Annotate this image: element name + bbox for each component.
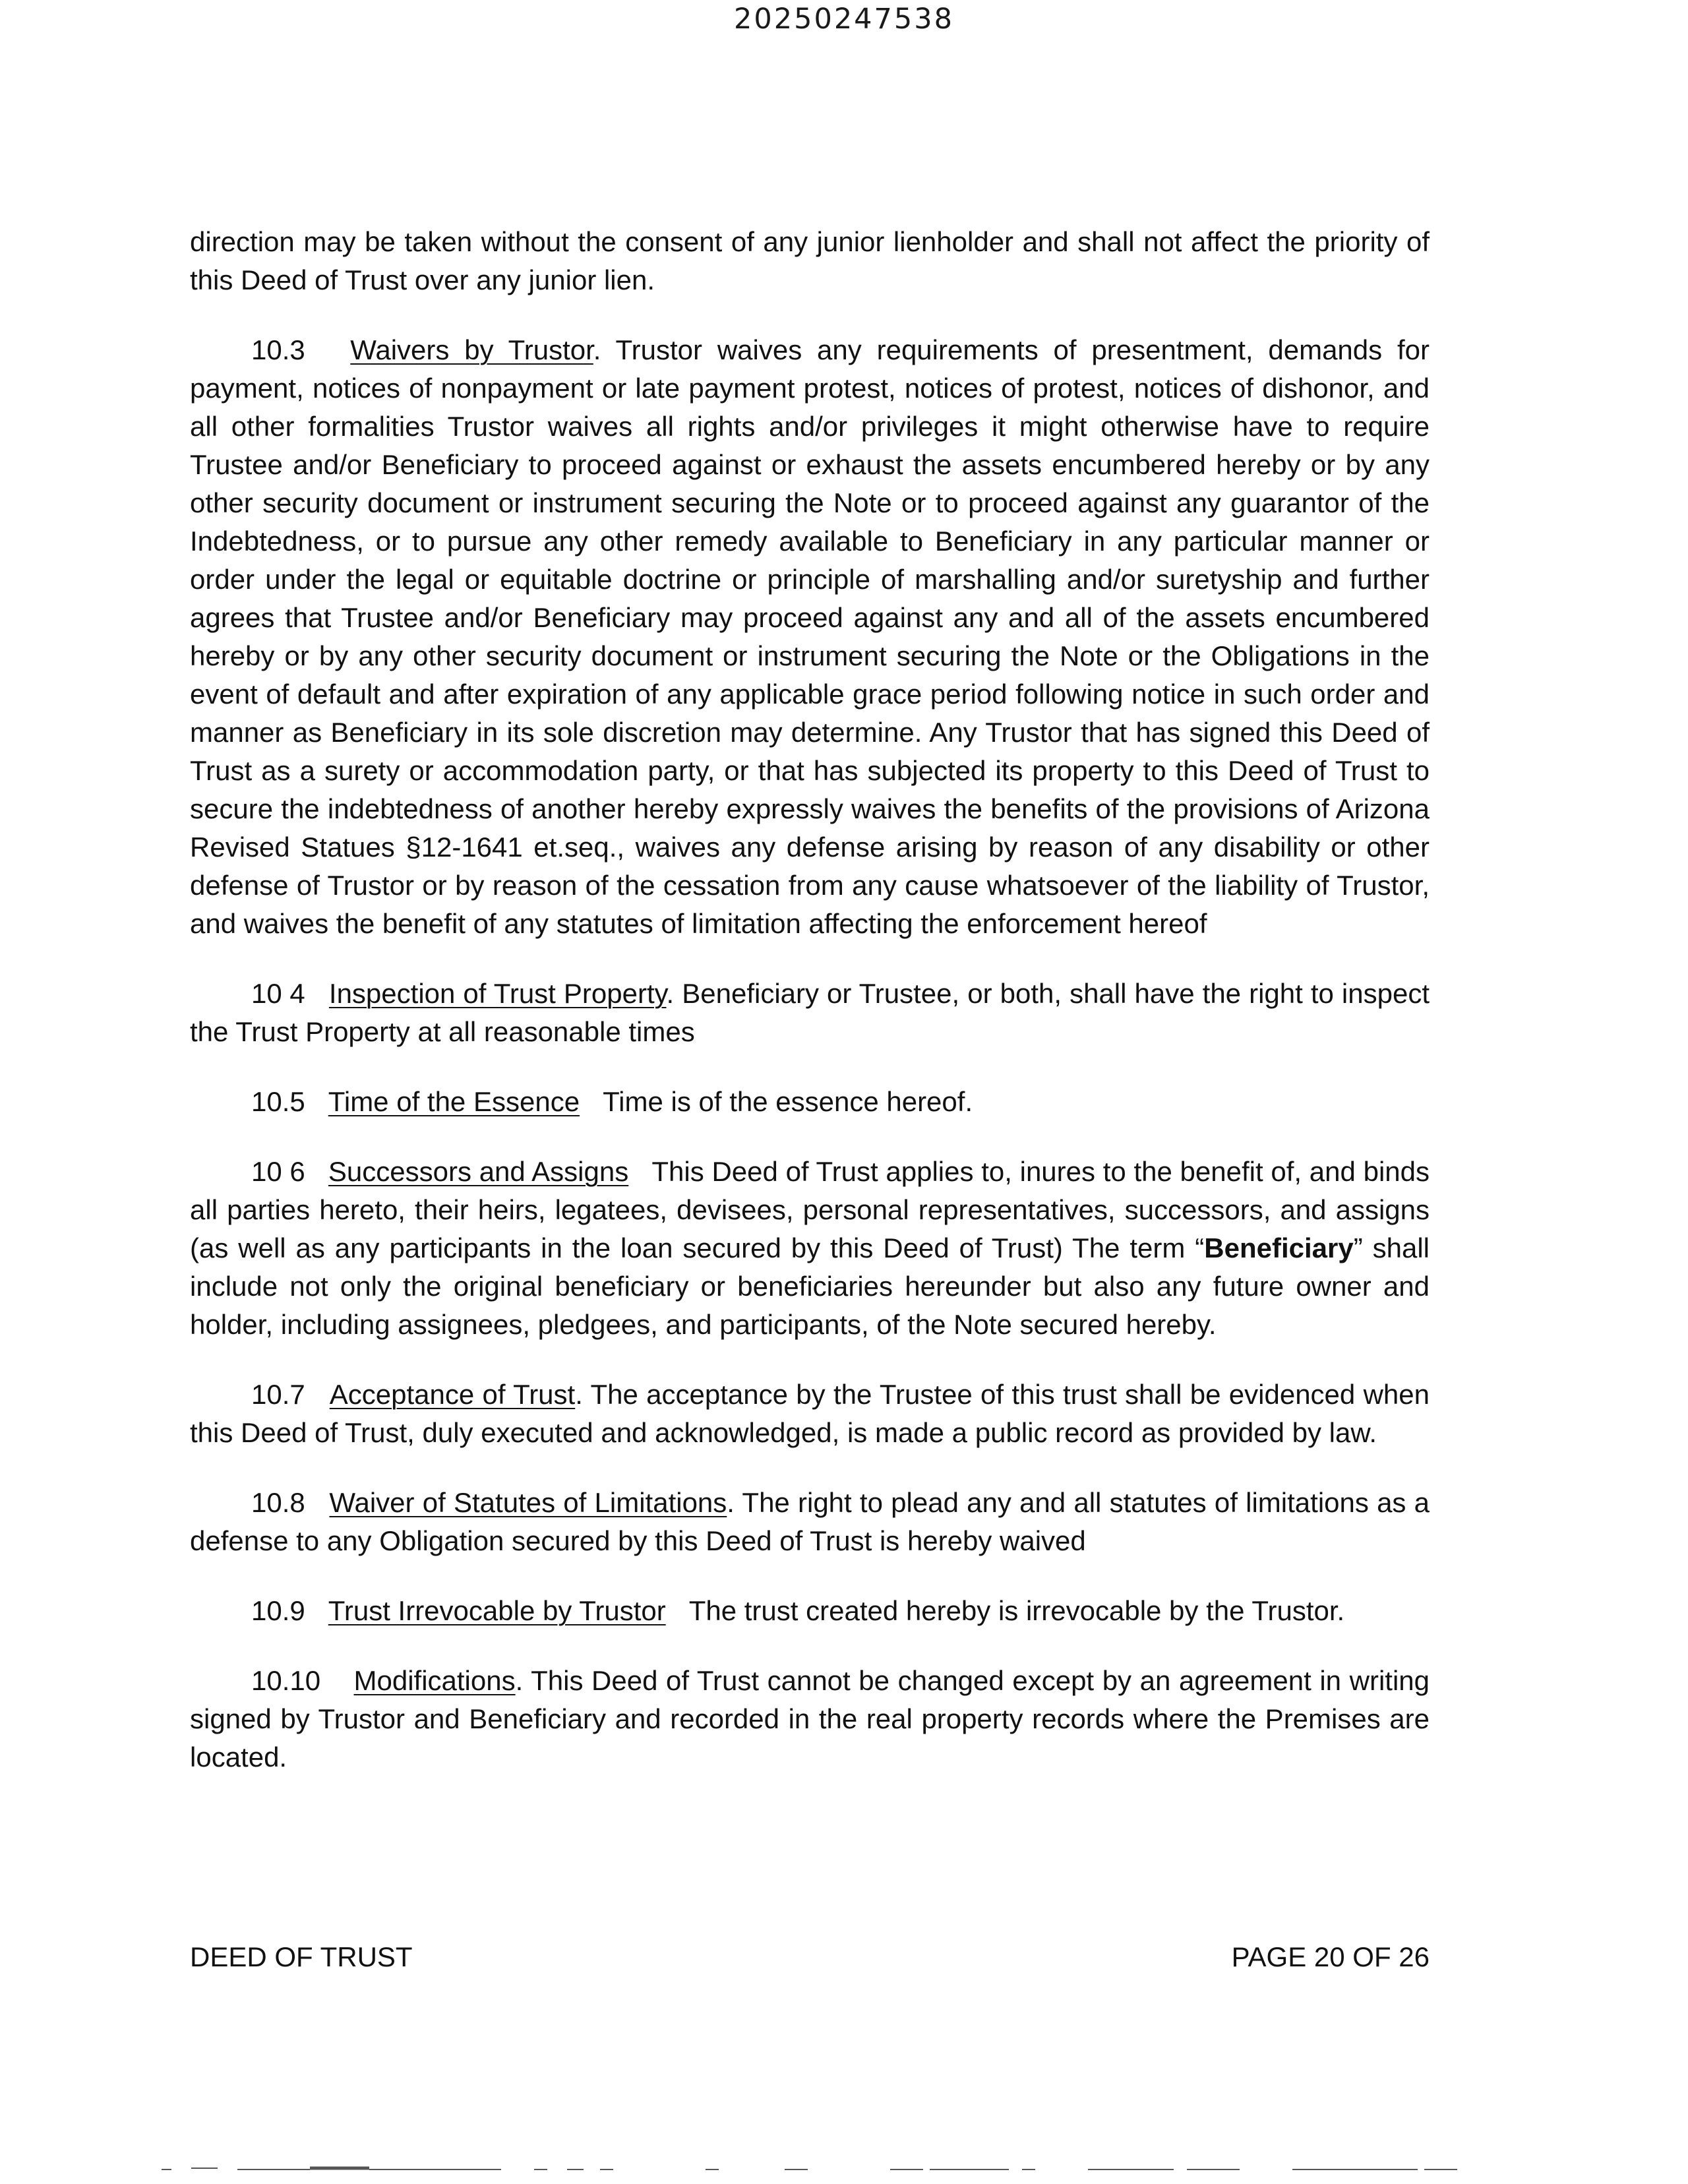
section-10-4-inspection — [190, 975, 1430, 1051]
section-10-5-time-of-essence — [190, 1083, 1430, 1121]
section-number: 10 4 — [251, 978, 305, 1009]
section-10-10-modifications — [190, 1662, 1430, 1776]
section-number: 10.10 — [251, 1665, 321, 1696]
page-footer — [190, 1938, 1430, 1976]
section-text: This Deed of Trust applies to, inures to the benefit of, and binds all parties hereto, their heirs, legatees, devisees, personal representatives, successors, and assigns (as well as any participants in the loan secured by this Deed of Trust) The term “ — [190, 1156, 1430, 1263]
section-10-8-waiver-of-statutes — [190, 1484, 1430, 1560]
paragraph-continuation — [190, 223, 1430, 299]
section-heading: Acceptance of Trust — [329, 1379, 576, 1410]
section-number: 10 6 — [251, 1156, 305, 1187]
section-10-3-waivers-by-trustor — [190, 331, 1430, 943]
section-heading: Successors and Assigns — [328, 1156, 629, 1187]
recording-number: 20250247538 — [734, 3, 954, 36]
section-10-6-successors-and-assigns — [190, 1153, 1430, 1344]
section-text: . The acceptance by the Trustee of this trust shall be evidenced when this Deed of Trust, duly executed and acknowledged, is made a public record as provided by law. — [190, 1379, 1430, 1448]
section-10-9-trust-irrevocable — [190, 1592, 1430, 1630]
section-number: 10.9 — [251, 1595, 305, 1626]
section-10-7-acceptance-of-trust — [190, 1376, 1430, 1452]
section-text: Time is of the essence hereof. — [603, 1086, 973, 1117]
scan-artifact-marks — [0, 2156, 1688, 2183]
section-heading: Inspection of Trust Property — [328, 978, 667, 1009]
document-body — [190, 223, 1430, 1808]
section-text: . This Deed of Trust cannot be changed except by an agreement in writing signed by Trustor and Beneficiary and recorded in the real property records where the Premises are located. — [190, 1665, 1430, 1773]
footer-document-title: DEED OF TRUST — [190, 1941, 413, 1972]
section-text: The trust created hereby is irrevocable by the Trustor. — [688, 1595, 1345, 1626]
section-heading: Waivers by Trustor — [350, 334, 593, 365]
paragraph-text: direction may be taken without the consent of any junior lienholder and shall not affect the priority of this Deed of Trust over any junior lien. — [190, 226, 1430, 295]
section-text: . Trustor waives any requirements of presentment, demands for payment, notices of nonpayment or late payment protest, notices of protest, notices of dishonor, and all other formalities Trustor waives all rights and/or privileges it might otherwise have to require Trustee and/or Beneficiary to proceed against or exhaust the assets encumbered hereby or by any other security document or instrument securing the Note or to proceed against any guarantor of the Indebtedness, or to pursue any other remedy available to Beneficiary in any particular manner or order under the legal or equitable doctrine or principle of marshalling and/or suretyship and further agrees that Trustee and/or Beneficiary may proceed against any and all of the assets encumbered hereby or by any other security document or instrument securing the Note or the Obligations in the event of default and after expiration of any applicable grace period following notice in such order and manner as Beneficiary in its sole discretion may determine. Any Trustor that has signed this Deed of Trust as a surety or accommodation party, or that has subjected its property to this Deed of Trust to secure the indebtedness of another hereby expressly waives the benefits of the provisions of Arizona Revised Statues §12-1641 et.seq., waives any defense arising by reason of any disability or other defense of Trustor or by reason of the cessation from any cause whatsoever of the liability of Trustor, and waives the benefit of any statutes of limitation affecting the enforcement hereof — [190, 334, 1430, 939]
section-number: 10.8 — [251, 1487, 305, 1518]
defined-term-beneficiary: Beneficiary — [1204, 1232, 1354, 1263]
section-text: . Beneficiary or Trustee, or both, shall have the right to inspect the Trust Property at all reasonable times — [190, 978, 1430, 1047]
section-heading: Trust Irrevocable by Trustor — [328, 1595, 666, 1626]
section-heading: Modifications — [353, 1665, 516, 1696]
section-text: . The right to plead any and all statutes of limitations as a defense to any Obligation secured by this Deed of Trust is hereby waived — [190, 1487, 1430, 1556]
section-number: 10.5 — [251, 1086, 305, 1117]
footer-page-number: PAGE 20 OF 26 — [1231, 1941, 1430, 1972]
section-heading: Time of the Essence — [328, 1086, 580, 1117]
section-number: 10.7 — [251, 1379, 305, 1410]
section-heading: Waiver of Statutes of Limitations — [329, 1487, 727, 1518]
section-text-continued: ” shall include not only the original beneficiary or beneficiaries hereunder but also any future owner and holder, including assignees, pledgees, and participants, of the Note secured hereby. — [190, 1232, 1430, 1340]
section-number: 10.3 — [251, 334, 305, 365]
